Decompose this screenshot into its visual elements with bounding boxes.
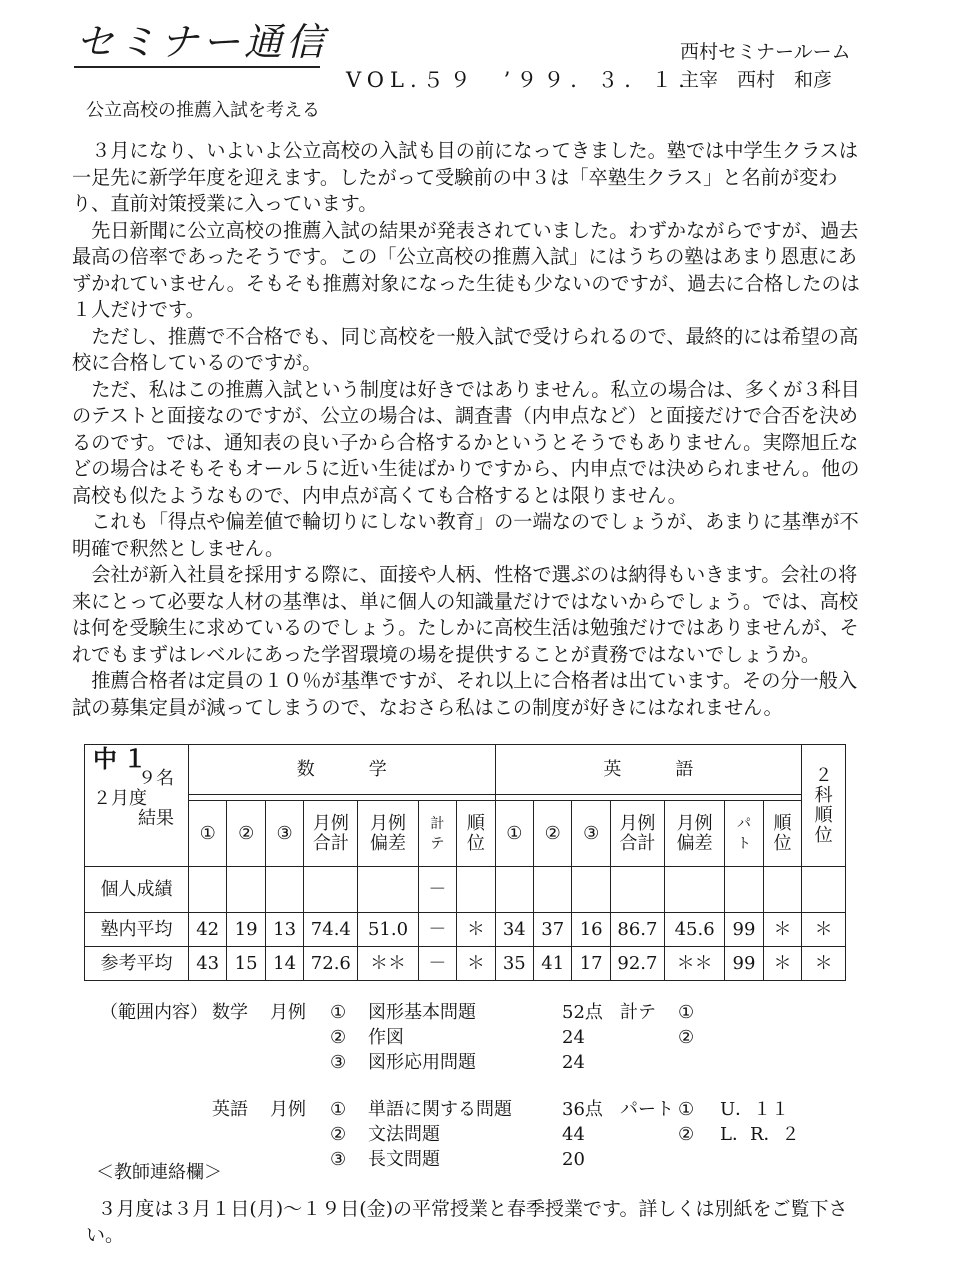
table-cell: 14 (265, 947, 303, 981)
logo-underline (74, 66, 320, 68)
table-cell (802, 867, 846, 913)
math-subject-header: 数 学 (188, 745, 495, 795)
eng-monthly-total: 月例合計 (610, 801, 664, 867)
table-cell (763, 867, 801, 913)
table-corner-cell (85, 745, 189, 867)
item-name: 作図 (368, 1027, 404, 1048)
item-points: 20 (562, 1149, 585, 1170)
table-cell: － (418, 913, 456, 947)
paragraph: 先日新聞に公立高校の推薦入試の結果が発表されていました。わずかながらですが、過去最高の倍率であったそうです。この「公立高校の推薦入試」にはうちの塾はあまり恩恵にあずかれていません。そもそも推薦対象になった生徒も少ないのですが、過去に合格したのは１人だけです。 (72, 218, 860, 321)
table-cell (358, 867, 418, 913)
table-cell (725, 867, 763, 913)
table-cell: － (418, 947, 456, 981)
item-no: ② (330, 1027, 347, 1048)
eng-col-3: ③ (572, 801, 610, 867)
table-cell (265, 867, 303, 913)
table-cell: ＊＊ (664, 947, 724, 981)
english-subject-header: 英 語 (495, 745, 802, 795)
table-cell: 51.0 (358, 913, 418, 947)
table-cell: 99 (725, 947, 763, 981)
item-points: 44 (562, 1124, 585, 1145)
range-spacer (100, 1075, 860, 1097)
item-no: ③ (330, 1149, 347, 1170)
english-monthly: 月例 (270, 1099, 306, 1120)
math-col-2: ② (227, 801, 265, 867)
table-cell (664, 867, 724, 913)
table-cell: 16 (572, 913, 610, 947)
paragraph: ３月になり、いよいよ公立高校の入試も目の前になってきました。塾では中学生クラスは一足先に新学年度を迎えます。したがって受験前の中３は「卒塾生クラス」と名前が変わり、直前対策授業に入っています。 (72, 139, 859, 215)
math-extra-1: ① (678, 1002, 695, 1023)
table-cell (188, 867, 226, 913)
table-cell: 13 (265, 913, 303, 947)
item-points: 24 (562, 1027, 585, 1048)
table-cell: 41 (534, 947, 572, 981)
table-cell (304, 867, 358, 913)
table-cell: － (418, 867, 456, 913)
table-cell (610, 867, 664, 913)
english-extra-value: L．R．２ (720, 1124, 800, 1145)
row-label: 参考平均 (85, 947, 189, 981)
organization-block (680, 38, 851, 94)
table-cell: ＊ (457, 947, 495, 981)
paragraph: 推薦合格者は定員の１０％が基準ですが、それ以上に合格者は出ています。その分一般入試の募集定員が減ってしまうので、なおさら私はこの制度が好きにはなれません。 (72, 669, 858, 719)
volume-date: VOL.５９ ’９９．３．１． (346, 68, 706, 92)
table-cell: 19 (227, 913, 265, 947)
table-cell: ＊ (763, 913, 801, 947)
math-col-3: ③ (265, 801, 303, 867)
range-row (100, 1122, 860, 1147)
eng-part: パト (725, 801, 763, 867)
two-subject-rank-header: ２科順位 (802, 745, 846, 867)
paragraph: これも「得点や偏差値で輪切りにしない教育」の一端なのでしょうが、あまりに基準が不明確で釈然としません。 (72, 510, 859, 560)
item-no: ① (330, 1099, 347, 1120)
math-monthly-total: 月例合計 (304, 801, 358, 867)
table-cell (227, 867, 265, 913)
english-extra-no: ① (678, 1099, 695, 1120)
teacher-note-heading: ＜教師連絡欄＞ (96, 1162, 222, 1183)
english-subject: 英語 (212, 1099, 248, 1120)
paragraph: ただ、私はこの推薦入試という制度は好きではありません。私立の場合は、多くが３科目のテストと面接なのですが、公立の場合は、調査書（内申点など）と面接だけで合否を決めるのです。では、通知表の良い子から合格するかというとそうでもありません。実際旭丘などの場合はそもそもオール５に近い生徒ばかりですから、内申点では決められません。他の高校も似たようなもので、内申点が高くても合格するとは限りません。 (72, 377, 860, 507)
table-cell: ＊＊ (358, 947, 418, 981)
paragraph: 会社が新入社員を採用する際に、面接や人柄、性格で選ぶのは納得もいきます。会社の将来にとって必要な人材の基準は、単に個人の知識量だけではないからでしょう。では、高校は何を受験生に求めているのでしょう。たしかに高校生活は勉強だけではありませんが、それでもまずはレベルにあった学習環境の場を提供することが責務ではないでしょうか。 (72, 563, 859, 666)
item-name: 単語に関する問題 (368, 1099, 512, 1120)
table-cell: 99 (725, 913, 763, 947)
range-row (100, 1050, 860, 1075)
english-extra-value: U．１１ (720, 1099, 790, 1120)
math-monthly: 月例 (270, 1002, 306, 1023)
teacher-note-text: ３月度は３月１日(月)～１９日(金)の平常授業と春季授業です。詳しくは別紙をご覧下さい。 (86, 1198, 848, 1246)
item-no: ③ (330, 1052, 347, 1073)
math-extra-2: ② (678, 1027, 695, 1048)
score-table (84, 744, 846, 981)
eng-col-1: ① (495, 801, 533, 867)
table-cell: 43 (188, 947, 226, 981)
table-cell: 45.6 (664, 913, 724, 947)
item-name: 長文問題 (368, 1149, 440, 1170)
row-label: 塾内平均 (85, 913, 189, 947)
table-cell: 35 (495, 947, 533, 981)
table-cell (457, 867, 495, 913)
item-points: 24 (562, 1052, 585, 1073)
table-cell: 86.7 (610, 913, 664, 947)
range-row (100, 1097, 860, 1122)
english-extra-label: パート (620, 1099, 674, 1120)
table-cell (572, 867, 610, 913)
item-name: 図形応用問題 (368, 1052, 476, 1073)
item-points: 36点 (562, 1099, 603, 1120)
article-body (72, 138, 872, 721)
table-cell: 42 (188, 913, 226, 947)
article-title: 公立高校の推薦入試を考える (86, 100, 320, 121)
student-count: ９名 (137, 768, 174, 789)
math-extra-label: 計テ (620, 1002, 656, 1023)
table-cell (495, 867, 533, 913)
math-subject: 数学 (212, 1002, 248, 1023)
table-cell: ＊ (802, 947, 846, 981)
math-monthly-dev: 月例偏差 (358, 801, 418, 867)
math-col-1: ① (188, 801, 226, 867)
item-no: ① (330, 1002, 347, 1023)
item-no: ② (330, 1124, 347, 1145)
table-cell: ＊ (457, 913, 495, 947)
table-cell: ＊ (802, 913, 846, 947)
row-label: 個人成績 (85, 867, 189, 913)
item-points: 52点 (562, 1002, 603, 1023)
math-keite: 計テ (418, 801, 456, 867)
eng-col-2: ② (534, 801, 572, 867)
table-cell: 74.4 (304, 913, 358, 947)
month-label: ２月度 (93, 788, 147, 809)
range-label: （範囲内容） (100, 1002, 208, 1023)
grade-label: 中１ (93, 744, 153, 773)
range-row (100, 1025, 860, 1050)
math-rank: 順位 (457, 801, 495, 867)
table-cell: ＊ (763, 947, 801, 981)
table-cell: 34 (495, 913, 533, 947)
organization-name: 西村セミナールーム (680, 41, 851, 63)
item-name: 文法問題 (368, 1124, 440, 1145)
table-cell: 37 (534, 913, 572, 947)
table-cell: 92.7 (610, 947, 664, 981)
eng-rank: 順位 (763, 801, 801, 867)
teacher-note-body (86, 1196, 866, 1248)
table-cell: 72.6 (304, 947, 358, 981)
english-extra-no: ② (678, 1124, 695, 1145)
range-row (100, 1000, 860, 1025)
eng-monthly-dev: 月例偏差 (664, 801, 724, 867)
result-label: 結果 (137, 808, 174, 829)
table-cell (534, 867, 572, 913)
table-cell: 15 (227, 947, 265, 981)
item-name: 図形基本問題 (368, 1002, 476, 1023)
table-cell: 17 (572, 947, 610, 981)
range-section (100, 1000, 860, 1172)
paragraph: ただし、推薦で不合格でも、同じ高校を一般入試で受けられるので、最終的には希望の高校に合格しているのですが。 (72, 324, 859, 374)
newsletter-logo: セミナー通信 (76, 20, 329, 64)
director-name: 主宰 西村 和彦 (680, 69, 833, 91)
